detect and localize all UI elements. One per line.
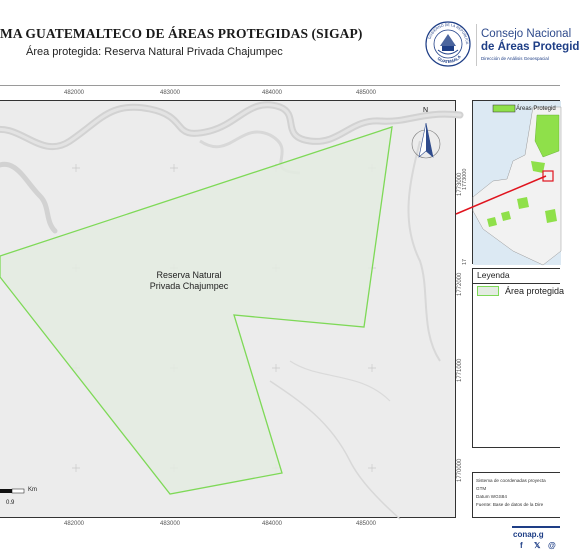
x-tick-bottom: 484000 xyxy=(262,521,283,527)
scale-unit: Km xyxy=(28,487,37,493)
seal-top-text: GOBIERNO DE LA REPÚBLICA xyxy=(427,22,470,45)
main-map[interactable] xyxy=(0,100,456,518)
guatemala-seal-icon xyxy=(424,20,472,68)
conap-logo-line3: Dirección de Análisis Geoespacial xyxy=(481,56,549,61)
inset-legend-swatch xyxy=(493,105,515,112)
x-tick-bottom: 485000 xyxy=(356,521,377,527)
inset-legend-text: Áreas Protegid xyxy=(516,106,556,112)
metadata-line: Sistema de coordenadas proyecta xyxy=(476,478,546,483)
x-tick-top: 483000 xyxy=(160,90,181,96)
at-icon[interactable]: @ xyxy=(548,541,556,550)
x-tick-bottom: 482000 xyxy=(64,521,85,527)
y-tick-right: 1770000 xyxy=(457,458,463,482)
road xyxy=(408,141,440,361)
legend-divider xyxy=(472,283,560,284)
river xyxy=(0,164,55,231)
logo-divider xyxy=(476,24,477,66)
footer-rule xyxy=(512,526,560,528)
map-subtitle: Área protegida: Reserva Natural Privada Chajumpec xyxy=(26,46,283,58)
inset-y-tick: 17 xyxy=(462,258,468,265)
metadata-line: Fuente: Base de datos de la Dire xyxy=(476,502,544,507)
footer-url[interactable]: conap.g xyxy=(513,530,544,539)
x-icon[interactable]: 𝕏 xyxy=(534,541,541,550)
protected-area-polygon[interactable] xyxy=(0,127,392,494)
facebook-icon[interactable]: f xyxy=(520,541,523,550)
scale-bar xyxy=(0,489,24,493)
conap-logo-line1: Consejo Nacional xyxy=(481,28,572,40)
metadata-line: Datum WGS84 xyxy=(476,494,507,499)
x-tick-top: 484000 xyxy=(262,90,283,96)
road xyxy=(290,361,390,401)
map-header xyxy=(0,0,579,86)
legend-label-protected-area: Área protegida xyxy=(505,286,565,296)
seal-bottom-text: GUATEMALA xyxy=(436,54,462,65)
x-tick-top: 482000 xyxy=(64,90,85,96)
y-tick-right: 1772000 xyxy=(457,272,463,296)
locator-line xyxy=(450,170,550,220)
x-tick-top: 485000 xyxy=(356,90,377,96)
main-map-canvas xyxy=(0,101,456,519)
area-label: Reserva Natural Privada Chajumpec xyxy=(149,270,229,291)
road xyxy=(270,381,400,519)
y-tick-right: 1771000 xyxy=(457,358,463,382)
header-rule xyxy=(0,85,560,86)
map-title: MA GUATEMALTECO DE ÁREAS PROTEGIDAS (SIGAP) xyxy=(0,26,363,41)
north-label: N xyxy=(423,107,429,114)
conap-logo-line2: de Áreas Protegid xyxy=(481,41,579,53)
x-tick-bottom: 483000 xyxy=(160,521,181,527)
legend-title: Leyenda xyxy=(477,270,510,280)
inset-y-tick: 1773000 xyxy=(462,168,468,190)
scale-value: 0.9 xyxy=(6,500,15,506)
y-tick-right: 1773000 xyxy=(457,172,463,196)
legend-swatch-protected-area xyxy=(477,286,499,296)
metadata-line: GTM xyxy=(476,486,487,491)
